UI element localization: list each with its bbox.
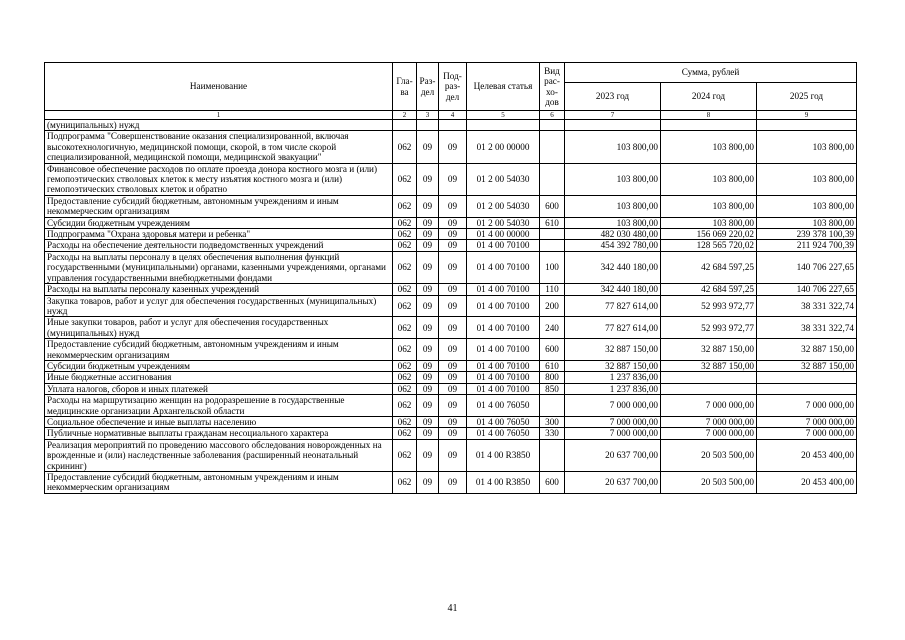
row-sum-2025: 7 000 000,00 [757,428,857,439]
header-section: Раз-дел [417,63,439,111]
row-expense-type: 600 [540,472,565,494]
column-number: 8 [661,111,757,120]
row-expense-type: 100 [540,251,565,283]
row-name: Публичные нормативные выплаты гражданам несоциального характера [45,428,393,439]
row-chapter: 062 [393,372,417,383]
row-expense-type: 330 [540,428,565,439]
row-expense-type [540,439,565,471]
row-name: Финансовое обеспечение расходов по оплате проезда донора костного мозга и (или) гемопоэтических стволовых клеток к месту изъятия костного мозга и (или) гемопоэтических стволовых клеток и обратно [45,163,393,195]
page-number: 41 [447,603,458,614]
row-sum-2025: 211 924 700,39 [757,240,857,251]
header-year-2024: 2024 год [661,83,757,111]
row-sum-2025: 32 887 150,00 [757,339,857,361]
row-sum-2025: 32 887 150,00 [757,360,857,371]
row-subsection [439,120,467,131]
table-row [45,163,857,195]
table-row [45,195,857,217]
header-sum: Сумма, рублей [565,63,857,83]
row-sum-2023: 32 887 150,00 [565,339,661,361]
row-chapter: 062 [393,339,417,361]
table-row [45,217,857,228]
row-section: 09 [417,251,439,283]
row-expense-type: 240 [540,317,565,339]
budget-table [44,62,857,494]
row-name: Предоставление субсидий бюджетным, автономным учреждениям и иным некоммерческим организациям [45,472,393,494]
table-row [45,416,857,427]
table-row [45,428,857,439]
row-name: Социальное обеспечение и иные выплаты населению [45,416,393,427]
row-subsection: 09 [439,372,467,383]
row-target: 01 4 00 76050 [467,395,540,417]
row-subsection: 09 [439,428,467,439]
row-sum-2023: 342 440 180,00 [565,284,661,295]
row-sum-2023: 7 000 000,00 [565,428,661,439]
row-subsection: 09 [439,251,467,283]
row-sum-2023: 103 800,00 [565,163,661,195]
column-number: 7 [565,111,661,120]
row-subsection: 09 [439,472,467,494]
row-sum-2023 [565,120,661,131]
row-expense-type [540,229,565,240]
column-number: 1 [45,111,393,120]
table-row [45,317,857,339]
row-sum-2024 [661,120,757,131]
row-sum-2025: 103 800,00 [757,131,857,163]
row-sum-2024: 156 069 220,02 [661,229,757,240]
row-expense-type: 610 [540,360,565,371]
row-section: 09 [417,284,439,295]
row-name: Подпрограмма "Охрана здоровья матери и ребенка" [45,229,393,240]
row-sum-2025: 140 706 227,65 [757,284,857,295]
table-row [45,339,857,361]
row-sum-2025: 20 453 400,00 [757,439,857,471]
row-expense-type [540,395,565,417]
row-target [467,120,540,131]
row-section: 09 [417,339,439,361]
row-subsection: 09 [439,240,467,251]
header-subsection: Под-раз-дел [439,63,467,111]
row-section [417,120,439,131]
row-chapter: 062 [393,240,417,251]
row-sum-2025: 103 800,00 [757,195,857,217]
row-sum-2024: 52 993 972,77 [661,295,757,317]
row-expense-type: 850 [540,383,565,394]
row-name: Реализация мероприятий по проведению массового обследования новорожденных на врожденные и (или) наследственные заболевания (расширенный неонатальный скрининг) [45,439,393,471]
row-target: 01 2 00 54030 [467,163,540,195]
row-target: 01 4 00 70100 [467,360,540,371]
row-subsection: 09 [439,217,467,228]
row-sum-2024: 7 000 000,00 [661,428,757,439]
row-section: 09 [417,195,439,217]
row-chapter: 062 [393,131,417,163]
row-name: Расходы на маршрутизацию женщин на родоразрешение в государственные медицинские организации Архангельской области [45,395,393,417]
header-year-2025: 2025 год [757,83,857,111]
table-row [45,372,857,383]
row-target: 01 4 00 70100 [467,251,540,283]
row-sum-2024: 20 503 500,00 [661,439,757,471]
row-target: 01 4 00 70100 [467,383,540,394]
row-section: 09 [417,317,439,339]
row-chapter: 062 [393,251,417,283]
row-expense-type [540,120,565,131]
row-sum-2024: 42 684 597,25 [661,284,757,295]
row-subsection: 09 [439,131,467,163]
row-name: Предоставление субсидий бюджетным, автономным учреждениям и иным некоммерческим организациям [45,195,393,217]
row-sum-2024 [661,372,757,383]
row-sum-2025 [757,372,857,383]
row-sum-2023: 482 030 480,00 [565,229,661,240]
row-sum-2023: 103 800,00 [565,195,661,217]
row-chapter: 062 [393,439,417,471]
row-sum-2023: 1 237 836,00 [565,372,661,383]
row-chapter: 062 [393,317,417,339]
row-target: 01 4 00 70100 [467,284,540,295]
row-section: 09 [417,131,439,163]
row-chapter: 062 [393,195,417,217]
row-sum-2025: 7 000 000,00 [757,416,857,427]
column-number: 5 [467,111,540,120]
row-expense-type: 200 [540,295,565,317]
row-subsection: 09 [439,317,467,339]
row-section: 09 [417,428,439,439]
row-name: Иные бюджетные ассигнования [45,372,393,383]
row-name: Иные закупки товаров, работ и услуг для обеспечения государственных (муниципальных) нужд [45,317,393,339]
row-section: 09 [417,383,439,394]
row-section: 09 [417,295,439,317]
table-row [45,472,857,494]
row-section: 09 [417,472,439,494]
row-section: 09 [417,372,439,383]
row-chapter: 062 [393,360,417,371]
row-target: 01 4 00 00000 [467,229,540,240]
column-number: 2 [393,111,417,120]
row-subsection: 09 [439,339,467,361]
row-expense-type [540,131,565,163]
row-expense-type: 610 [540,217,565,228]
row-chapter: 062 [393,428,417,439]
row-sum-2023: 32 887 150,00 [565,360,661,371]
row-target: 01 2 00 54030 [467,195,540,217]
table-row [45,120,857,131]
table-row [45,229,857,240]
header-row-top [45,63,857,83]
row-chapter: 062 [393,416,417,427]
column-number-row [45,111,857,120]
row-chapter: 062 [393,163,417,195]
row-sum-2024: 32 887 150,00 [661,360,757,371]
row-subsection: 09 [439,284,467,295]
row-expense-type [540,163,565,195]
row-expense-type: 600 [540,195,565,217]
row-sum-2024: 128 565 720,02 [661,240,757,251]
table-row [45,240,857,251]
row-subsection: 09 [439,395,467,417]
row-sum-2023: 20 637 700,00 [565,439,661,471]
row-target: 01 4 00 70100 [467,240,540,251]
row-sum-2024: 52 993 972,77 [661,317,757,339]
row-sum-2023: 342 440 180,00 [565,251,661,283]
row-target: 01 4 00 70100 [467,295,540,317]
table-row [45,284,857,295]
header-expense-type: Вид рас-хо-дов [540,63,565,111]
row-sum-2024: 103 800,00 [661,195,757,217]
row-subsection: 09 [439,195,467,217]
row-subsection: 09 [439,229,467,240]
row-sum-2023: 7 000 000,00 [565,416,661,427]
row-sum-2023: 7 000 000,00 [565,395,661,417]
row-sum-2023: 77 827 614,00 [565,295,661,317]
row-section: 09 [417,229,439,240]
column-number: 9 [757,111,857,120]
row-target: 01 4 00 76050 [467,428,540,439]
table-row [45,439,857,471]
row-sum-2023: 454 392 780,00 [565,240,661,251]
row-subsection: 09 [439,416,467,427]
row-sum-2023: 103 800,00 [565,131,661,163]
row-chapter: 062 [393,472,417,494]
row-chapter: 062 [393,217,417,228]
row-target: 01 2 00 00000 [467,131,540,163]
row-expense-type: 800 [540,372,565,383]
row-target: 01 4 00 76050 [467,416,540,427]
row-sum-2024 [661,383,757,394]
row-name: Расходы на обеспечение деятельности подведомственных учреждений [45,240,393,251]
row-section: 09 [417,163,439,195]
row-target: 01 4 00 70100 [467,317,540,339]
row-target: 01 4 00 R3850 [467,472,540,494]
row-chapter: 062 [393,395,417,417]
row-target: 01 2 00 54030 [467,217,540,228]
row-expense-type: 600 [540,339,565,361]
table-row [45,251,857,283]
table-row [45,360,857,371]
row-sum-2024: 103 800,00 [661,163,757,195]
row-subsection: 09 [439,163,467,195]
row-subsection: 09 [439,360,467,371]
row-sum-2023: 1 237 836,00 [565,383,661,394]
table-row [45,383,857,394]
row-expense-type: 300 [540,416,565,427]
row-sum-2023: 20 637 700,00 [565,472,661,494]
header-target: Целевая статья [467,63,540,111]
row-target: 01 4 00 R3850 [467,439,540,471]
row-sum-2025: 38 331 322,74 [757,317,857,339]
column-number: 6 [540,111,565,120]
row-name: Закупка товаров, работ и услуг для обеспечения государственных (муниципальных) нужд [45,295,393,317]
row-expense-type: 110 [540,284,565,295]
row-name: Предоставление субсидий бюджетным, автономным учреждениям и иным некоммерческим организациям [45,339,393,361]
row-subsection: 09 [439,439,467,471]
column-number: 3 [417,111,439,120]
row-name: Субсидии бюджетным учреждениям [45,217,393,228]
row-sum-2025: 140 706 227,65 [757,251,857,283]
row-sum-2024: 7 000 000,00 [661,395,757,417]
row-sum-2025: 20 453 400,00 [757,472,857,494]
table-row [45,295,857,317]
row-target: 01 4 00 70100 [467,372,540,383]
row-sum-2025: 103 800,00 [757,217,857,228]
row-section: 09 [417,360,439,371]
row-name: Расходы на выплаты персоналу в целях обеспечения выполнения функций государственными (муниципальными) органами, казенными учреждениями, органами управления государственными внебюджетными фондами [45,251,393,283]
table-row [45,131,857,163]
row-name: Расходы на выплаты персоналу казенных учреждений [45,284,393,295]
row-sum-2025: 103 800,00 [757,163,857,195]
header-year-2023: 2023 год [565,83,661,111]
row-sum-2025 [757,120,857,131]
row-section: 09 [417,416,439,427]
header-name: Наименование [45,63,393,111]
row-expense-type [540,240,565,251]
row-name: Субсидии бюджетным учреждениям [45,360,393,371]
row-section: 09 [417,395,439,417]
row-sum-2025 [757,383,857,394]
row-sum-2025: 239 378 100,39 [757,229,857,240]
row-subsection: 09 [439,383,467,394]
row-chapter: 062 [393,383,417,394]
row-name: Уплата налогов, сборов и иных платежей [45,383,393,394]
row-section: 09 [417,217,439,228]
row-chapter: 062 [393,295,417,317]
row-name: (муниципальных) нужд [45,120,393,131]
row-sum-2023: 77 827 614,00 [565,317,661,339]
column-number: 4 [439,111,467,120]
table-body [45,120,857,494]
row-sum-2024: 7 000 000,00 [661,416,757,427]
row-sum-2024: 103 800,00 [661,217,757,228]
table-row [45,395,857,417]
row-chapter: 062 [393,229,417,240]
row-chapter [393,120,417,131]
row-sum-2024: 103 800,00 [661,131,757,163]
row-sum-2025: 38 331 322,74 [757,295,857,317]
row-chapter: 062 [393,284,417,295]
row-sum-2024: 42 684 597,25 [661,251,757,283]
row-section: 09 [417,439,439,471]
row-sum-2025: 7 000 000,00 [757,395,857,417]
row-sum-2023: 103 800,00 [565,217,661,228]
row-target: 01 4 00 70100 [467,339,540,361]
row-sum-2024: 32 887 150,00 [661,339,757,361]
header-chapter: Гла-ва [393,63,417,111]
row-section: 09 [417,240,439,251]
row-sum-2024: 20 503 500,00 [661,472,757,494]
row-name: Подпрограмма "Совершенствование оказания специализированной, включая высокотехнологичную, медицинской помощи, скорой, в том числе скорой специализированной, медицинской помощи, медицинской эвакуации" [45,131,393,163]
row-subsection: 09 [439,295,467,317]
